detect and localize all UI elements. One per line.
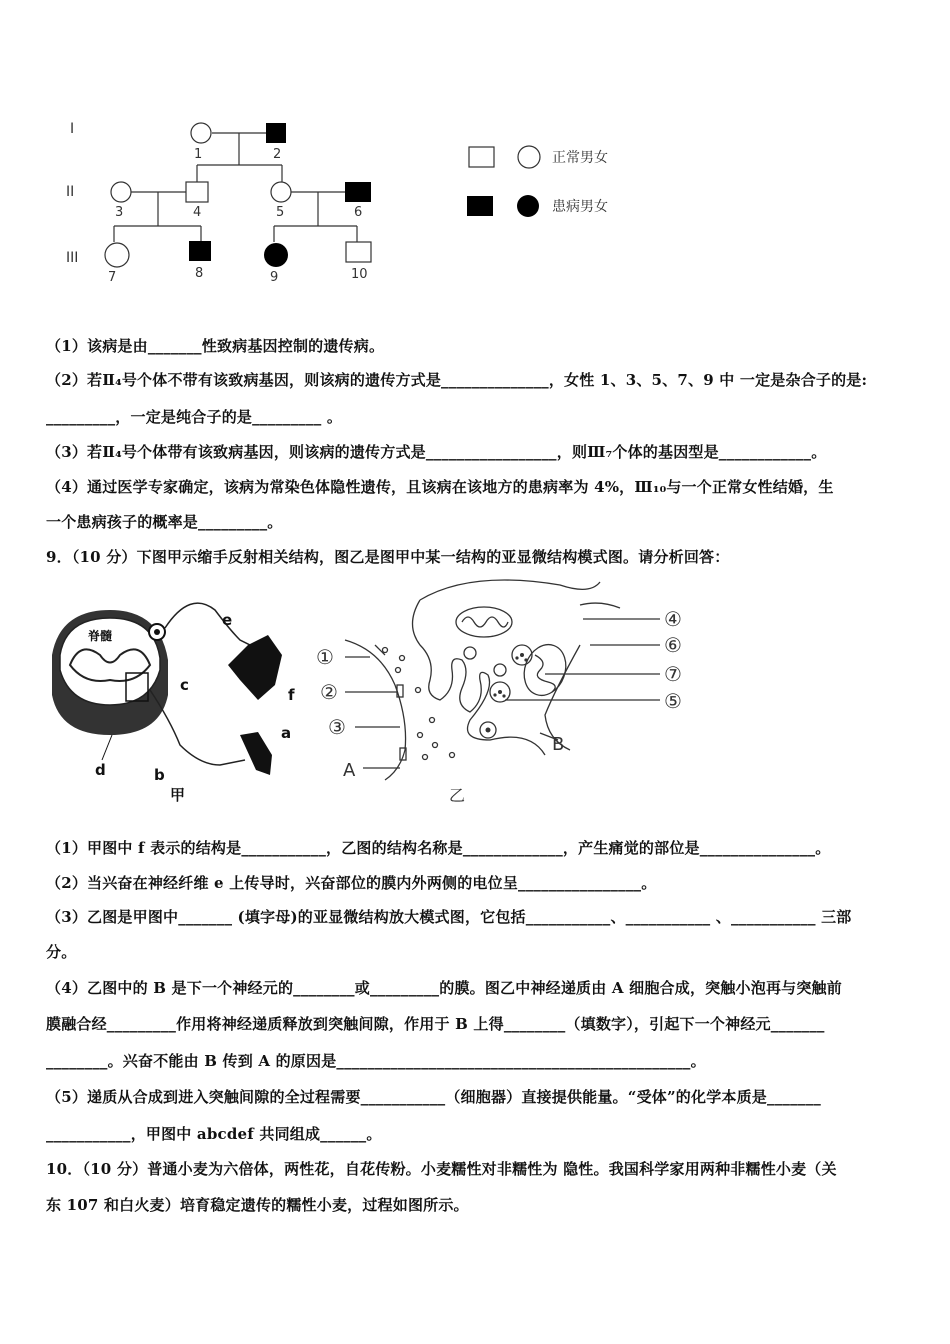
fig-jia-label: d	[95, 761, 106, 779]
legend-normal-male	[469, 147, 494, 167]
individual-3-normal-female	[111, 182, 131, 202]
q8-part2-line2: _________，一定是纯合子的是_________ 。	[46, 408, 343, 426]
q9-part1: （1）甲图中 f 表示的结构是___________，乙图的结构名称是_____________，产生痛觉的部位是_______________。	[46, 839, 831, 857]
generation-label: II	[66, 184, 75, 200]
legend-normal-female	[518, 146, 540, 168]
fig-jia-label: e	[222, 611, 233, 629]
q9-part5-line2: ___________，甲图中 abcdef 共同组成______。	[46, 1125, 382, 1143]
q8-part4-line1: （4）通过医学专家确定，该病为常染色体隐性遗传，且该病在该地方的患病率为 4%，Ⅲ₁₀与一个正常女性结婚，生	[46, 478, 834, 496]
fig-yi-left-label: ②	[320, 680, 338, 704]
individual-6-affected-male	[345, 182, 371, 202]
fig-yi-right-label: ④	[664, 607, 682, 631]
individual-id: 7	[108, 270, 117, 285]
fig-yi-left-label: ③	[328, 715, 346, 739]
q9-part2: （2）当兴奋在神经纤维 e 上传导时，兴奋部位的膜内外两侧的电位呈________________。	[46, 874, 657, 892]
q8-part1: （1）该病是由_______性致病基因控制的遗传病。	[46, 337, 385, 355]
q8-part2-line1: （2）若Ⅱ₄号个体不带有该致病基因，则该病的遗传方式是______________，女性 1、3、5、7、9 中 一定是杂合子的是:	[46, 371, 868, 389]
fig-yi-right-label: ⑥	[664, 633, 682, 657]
q8-part4-line2: 一个患病孩子的概率是_________。	[46, 513, 283, 531]
individual-1-normal-female	[191, 123, 211, 143]
individual-id: 1	[194, 147, 203, 162]
individual-id: 10	[351, 267, 368, 282]
legend-affected-male	[467, 196, 493, 216]
figure-yi-synapse	[0, 570, 950, 830]
q8-part3: （3）若Ⅱ₄号个体带有该致病基因，则该病的遗传方式是_________________，则Ⅲ₇个体的基因型是____________。	[46, 443, 827, 461]
spinal-cord-label: 脊髓	[88, 629, 113, 643]
fig-yi-left-label: A	[343, 760, 356, 781]
q9-part5-line1: （5）递质从合成到进入突触间隙的全过程需要___________（细胞器）直接提供能量。“受体”的化学本质是_______	[46, 1088, 821, 1106]
individual-9-affected-female	[264, 243, 288, 267]
fig-jia-label: b	[154, 766, 165, 784]
individual-10-normal-male	[346, 242, 371, 262]
individual-id: 4	[193, 205, 202, 220]
q10-line2: 东 107 和白火麦）培育稳定遗传的糯性小麦，过程如图所示。	[46, 1196, 469, 1214]
individual-id: 6	[354, 205, 363, 220]
q9-part4-line2: 膜融合经_________作用将神经递质释放到突触间隙，作用于 B 上得________（填数字），引起下一个神经元_______	[46, 1015, 825, 1033]
fig-yi-caption: 乙	[449, 786, 466, 805]
fig-yi-b-label: B	[552, 734, 565, 755]
q9-part4-line3: ________。兴奋不能由 B 传到 A 的原因是______________________________________________。	[46, 1052, 706, 1070]
q9-heading: 9．（10 分）下图甲示缩手反射相关结构，图乙是图甲中某一结构的亚显微结构模式图。请分析回答：	[46, 548, 730, 566]
fig-jia-label: c	[180, 676, 189, 694]
fig-yi-right-label: ⑤	[664, 689, 682, 713]
q9-part4-line1: （4）乙图中的 B 是下一个神经元的________或_________的膜。图乙中神经递质由 A 细胞合成，突触小泡再与突触前	[46, 979, 842, 997]
generation-label: I	[70, 121, 75, 137]
fig-jia-label: f	[288, 686, 295, 704]
q9-part3-line1: （3）乙图是甲图中_______ (填字母)的亚显微结构放大模式图，它包括___________、___________ 、___________ 三部	[46, 908, 852, 926]
individual-id: 3	[115, 205, 124, 220]
individual-7-normal-female	[105, 243, 129, 267]
individual-id: 8	[195, 266, 204, 281]
legend-affected-female	[517, 195, 539, 217]
fig-jia-caption: 甲	[170, 786, 186, 804]
individual-5-normal-female	[271, 182, 291, 202]
legend-normal-label: 正常男女	[552, 150, 608, 166]
individual-2-affected-male	[266, 123, 286, 143]
legend-affected-label: 患病男女	[552, 199, 608, 215]
individual-8-affected-male	[189, 241, 211, 261]
generation-label: III	[66, 250, 79, 266]
fig-yi-left-label: ①	[316, 645, 334, 669]
fig-yi-right-label: ⑦	[664, 662, 682, 686]
individual-id: 2	[273, 147, 282, 162]
individual-4-normal-male	[186, 182, 208, 202]
individual-id: 5	[276, 205, 285, 220]
q10-line1: 10．（10 分）普通小麦为六倍体，两性花，自花传粉。小麦糯性对非糯性为 隐性。我国科学家用两种非糯性小麦（关	[46, 1160, 837, 1178]
pedigree-figure	[0, 0, 950, 300]
individual-id: 9	[270, 270, 279, 285]
fig-jia-label: a	[281, 724, 292, 742]
q9-part3-line2: 分。	[46, 943, 77, 961]
